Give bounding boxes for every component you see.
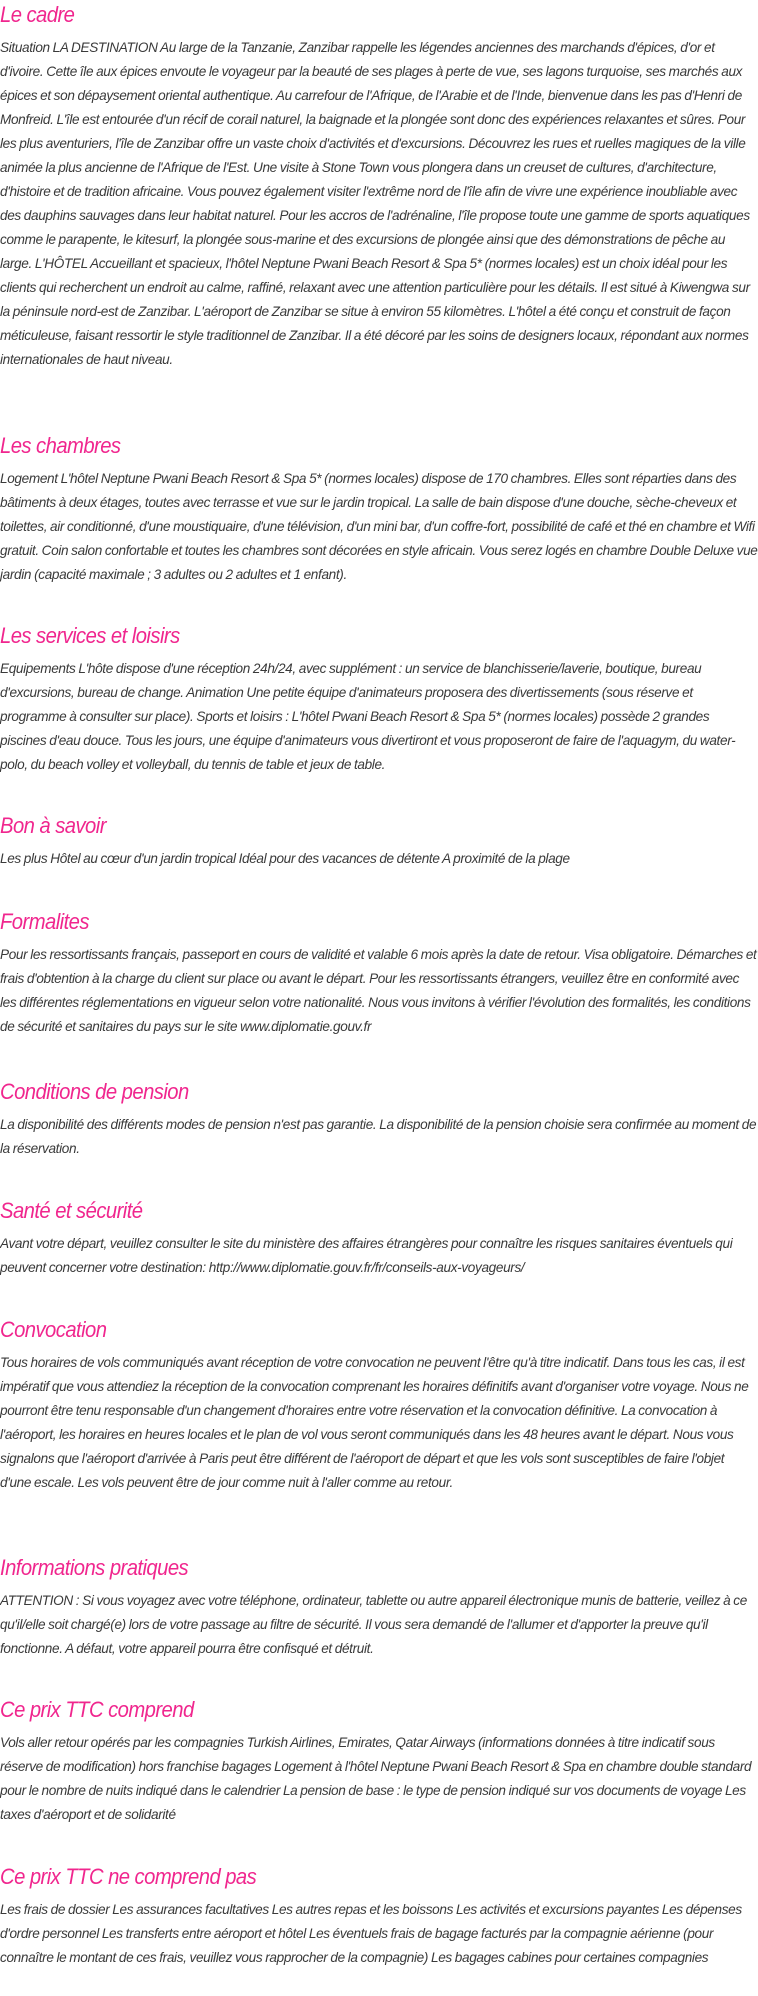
section-conditions-pension	[0, 1077, 758, 1161]
section-title: Informations pratiques	[0, 1555, 189, 1580]
section-body: Tous horaires de vols communiqués avant réception de votre convocation ne peuvent l'être qu'à titre indicatif. Dans tous les cas, il est impératif que vous attendiez la réception de la convocation comprenant les horaires définitifs avant d'organiser votre voyage. Nous ne pourront être tenu responsable d'un changement d'horaires entre votre réservation et la convocation définitive. La convocation à l'aéroport, les horaires en heures locales et le plan de vol vous seront communiqués dans les 48 heures avant le départ. Nous vous signalons que l'aéroport d'arrivée à Paris peut être différent de l'aéroport de départ et que les vols sont susceptibles de faire l'objet d'une escale. Les vols peuvent être de jour comme nuit à l'aller comme au retour.	[0, 1355, 749, 1490]
section-title: Convocation	[0, 1317, 107, 1342]
section-body: Les plus Hôtel au cœur d'un jardin tropical Idéal pour des vacances de détente A proximité de la plage	[0, 851, 570, 866]
section-le-cadre	[0, 0, 758, 372]
section-prix-comprend	[0, 1695, 758, 1827]
section-title: Conditions de pension	[0, 1079, 189, 1104]
section-body: Vols aller retour opérés par les compagnies Turkish Airlines, Emirates, Qatar Airways (informations données à titre indicatif sous réserve de modification) hors franchise bagages Logement à l'hôtel Neptune Pwani Beach Resort & Spa en chambre double standard pour le nombre de nuits indiqué dans le calendrier La pension de base : le type de pension indiqué sur vos documents de voyage Les taxes d'aéroport et de solidarité	[0, 1735, 752, 1822]
section-body: Equipements L'hôte dispose d'une réception 24h/24, avec supplément : un service de blanchisserie/laverie, boutique, bureau d'excursions, bureau de change. Animation Une petite équipe d'animateurs proposera des divertissements (sous réserve et programme à consulter sur place). Sports et loisirs : L'hôtel Pwani Beach Resort & Spa 5* (normes locales) possède 2 grandes piscines d'eau douce. Tous les jours, une équipe d'animateurs vous divertiront et vous proposeront de faire de l'aquagym, du water-polo, du beach volley et volleyball, du tennis de table et jeux de table.	[0, 661, 736, 772]
section-body: La disponibilité des différents modes de pension n'est pas garantie. La disponibilité de la pension choisie sera confirmée au moment de la réservation.	[0, 1117, 757, 1156]
section-bon-a-savoir	[0, 811, 758, 871]
section-title: Bon à savoir	[0, 813, 106, 838]
section-body: Les frais de dossier Les assurances facultatives Les autres repas et les boissons Les activités et excursions payantes Les dépenses d'ordre personnel Les transferts entre aéroport et hôtel Les éventuels frais de bagage facturés par la compagnie aérienne (pour connaître le montant de ces frais, veuillez vous rapprocher de la compagnie) Les bagages cabines pour certaines compagnies	[0, 1902, 742, 1965]
section-body: Logement L'hôtel Neptune Pwani Beach Resort & Spa 5* (normes locales) dispose de 170 chambres. Elles sont réparties dans des bâtiments à deux étages, toutes avec terrasse et vue sur le jardin tropical. La salle de bain dispose d'une douche, sèche-cheveux et toilettes, air conditionné, d'une moustiquaire, d'une télévision, d'un mini bar, d'un coffre-fort, possibilité de café et thé en chambre et Wifi gratuit. Coin salon confortable et toutes les chambres sont décorées en style africain. Vous serez logés en chambre Double Deluxe vue jardin (capacité maximale ; 3 adultes ou 2 adultes et 1 enfant).	[0, 471, 758, 582]
section-body: ATTENTION : Si vous voyagez avec votre téléphone, ordinateur, tablette ou autre appareil électronique munis de batterie, veillez à ce qu'il/elle soit chargé(e) lors de votre passage au filtre de sécurité. Il vous sera demandé de l'allumer et d'apporter la preuve qu'il fonctionne. A défaut, votre appareil pourra être confisqué et détruit.	[0, 1593, 747, 1656]
section-title: Santé et sécurité	[0, 1198, 143, 1223]
section-body: Situation LA DESTINATION Au large de la Tanzanie, Zanzibar rappelle les légendes anciennes des marchands d'épices, d'or et d'ivoire. Cette île aux épices envoute le voyageur par la beauté de ses plages à perte de vue, ses lagons turquoise, ses marchés aux épices et son dépaysement oriental authentique. Au carrefour de l'Afrique, de l'Arabie et de l'Inde, bienvenue dans les pas d'Henri de Monfreid. L'île est entourée d'un récif de corail naturel, la baignade et la plongée sont donc des expériences relaxantes et sûres. Pour les plus aventuriers, l'île de Zanzibar offre un vaste choix d'activités et d'excursions. Découvrez les rues et ruelles magiques de la ville animée la plus ancienne de l'Afrique de l'Est. Une visite à Stone Town vous plongera dans un creuset de cultures, d'architecture, d'histoire et de tradition africaine. Vous pouvez également visiter l'extrême nord de l'île afin de vivre une expérience inoubliable avec des dauphins sauvages dans leur habitat naturel. Pour les accros de l'adrénaline, l'île propose toute une gamme de sports aquatiques comme le parapente, le kitesurf, la plongée sous-marine et des excursions de plongée ainsi que des démonstrations de pêche au large. L'HÔTEL Accueillant et spacieux, l'hôtel Neptune Pwani Beach Resort & Spa 5* (normes locales) est un choix idéal pour les clients qui recherchent un endroit au calme, raffiné, relaxant avec une attention particulière pour les détails. Il est situé à Kiwengwa sur la péninsule nord-est de Zanzibar. L'aéroport de Zanzibar se situe à environ 55 kilomètres. L'hôtel a été conçu et construit de façon méticuleuse, faisant ressortir le style traditionnel de Zanzibar. Il a été décoré par les soins de designers locaux, répondant aux normes internationales de haut niveau.	[0, 40, 750, 367]
section-formalites	[0, 907, 758, 1039]
section-sante-securite	[0, 1196, 758, 1280]
section-informations-pratiques	[0, 1553, 758, 1661]
section-title: Ce prix TTC comprend	[0, 1697, 194, 1722]
section-prix-ne-comprend-pas	[0, 1862, 758, 1970]
section-services-loisirs	[0, 621, 758, 777]
section-title: Les services et loisirs	[0, 623, 180, 648]
section-les-chambres	[0, 431, 758, 587]
section-title: Les chambres	[0, 433, 121, 458]
section-body: Pour les ressortissants français, passeport en cours de validité et valable 6 mois après la date de retour. Visa obligatoire. Démarches et frais d'obtention à la charge du client sur place ou avant le départ. Pour les ressortissants étrangers, veuillez être en conformité avec les différentes réglementations en vigueur selon votre nationalité. Nous vous invitons à vérifier l'évolution des formalités, les conditions de sécurité et sanitaires du pays sur le site www.diplomatie.gouv.fr	[0, 947, 757, 1034]
section-title: Formalites	[0, 909, 89, 934]
section-body: Avant votre départ, veuillez consulter le site du ministère des affaires étrangères pour connaître les risques sanitaires éventuels qui peuvent concerner votre destination: http://www.diplomatie.gouv.fr/fr/conseils-aux-voyageurs/	[0, 1236, 733, 1275]
section-convocation	[0, 1315, 758, 1495]
section-title: Ce prix TTC ne comprend pas	[0, 1864, 257, 1889]
section-title: Le cadre	[0, 2, 75, 27]
